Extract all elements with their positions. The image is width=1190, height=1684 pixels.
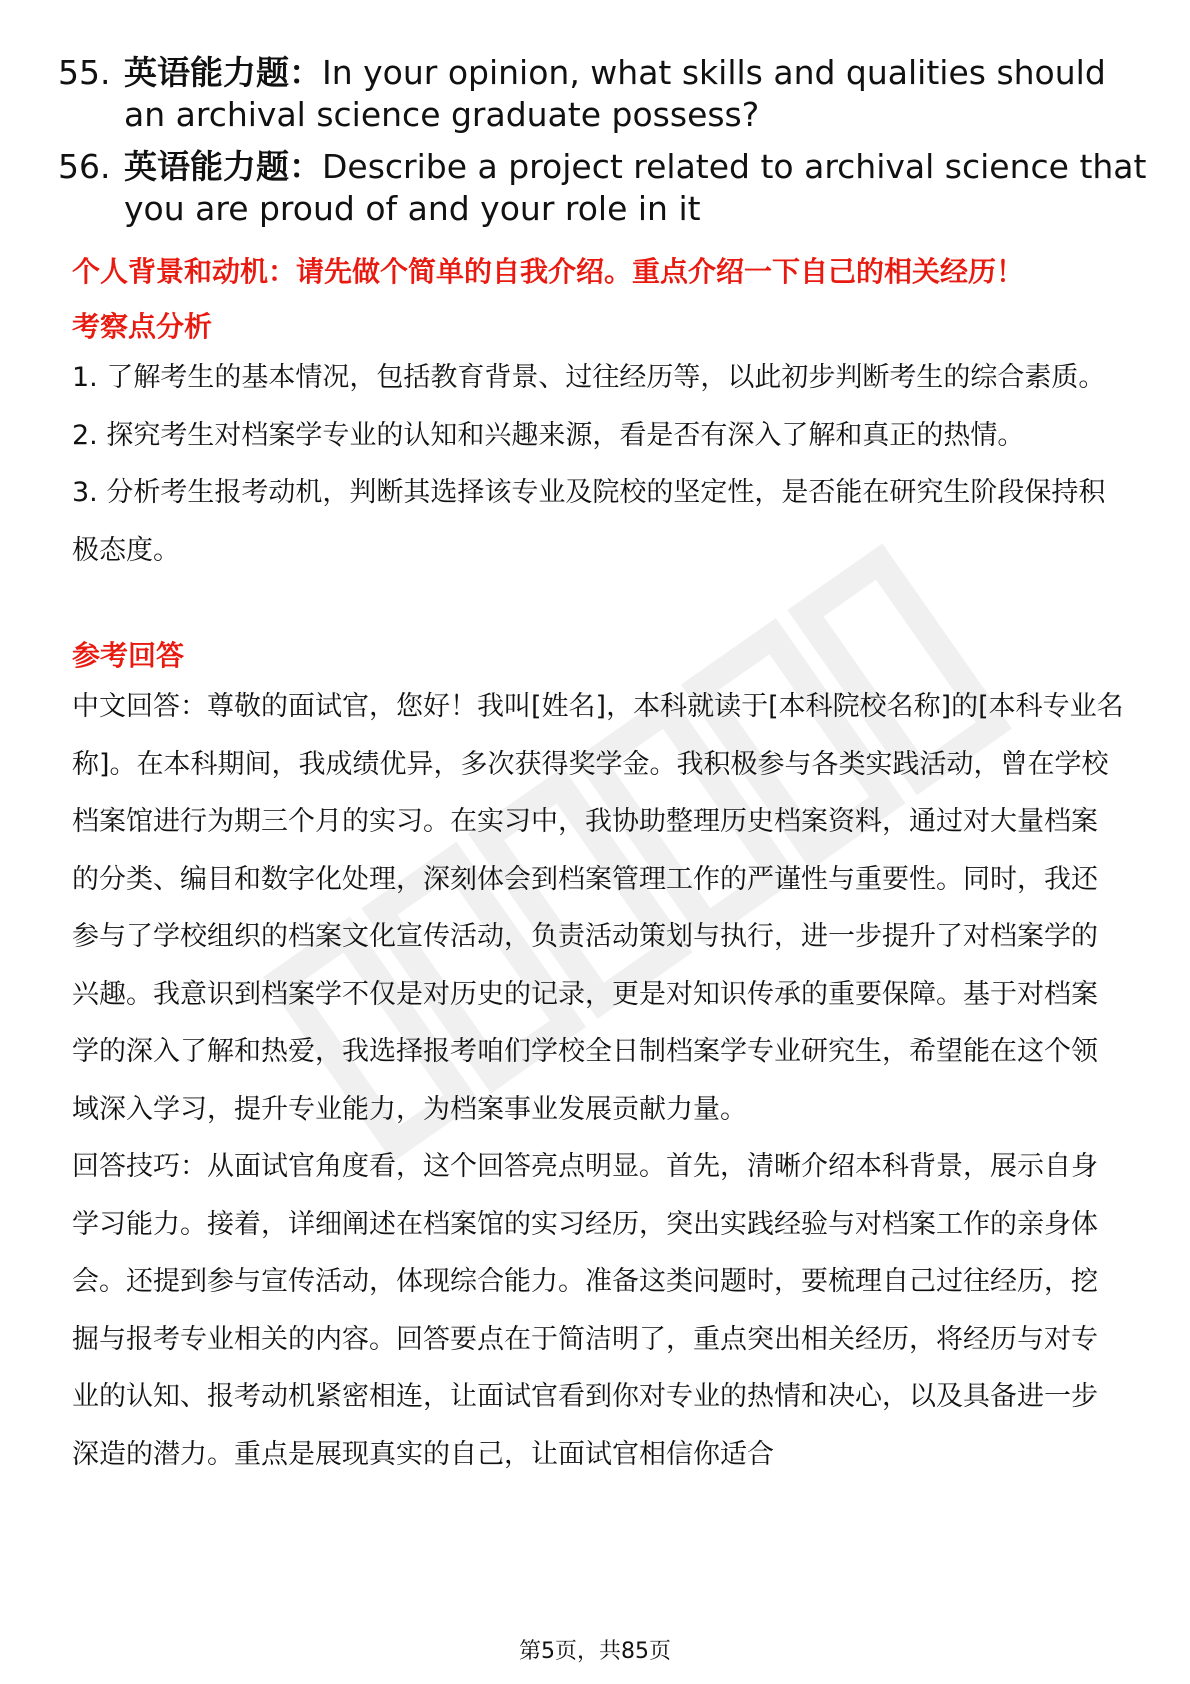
- reference-heading: 参考回答: [72, 639, 185, 672]
- page-footer: 第5页，共85页: [519, 1639, 671, 1664]
- question-55: [58, 52, 1148, 136]
- reference-body: [72, 678, 1124, 1483]
- analysis-point-1: 1. 了解考生的基本情况，包括教育背景、过往经历等，以此初步判断考生的综合素质。: [72, 362, 1106, 393]
- analysis-point-2: 2. 探究考生对档案学专业的认知和兴趣来源，看是否有深入了解和真正的热情。: [72, 419, 1025, 451]
- question-number: 55.: [58, 53, 111, 92]
- answer-tips: 回答技巧：从面试官角度看，这个回答亮点明显。首先，清晰介绍本科背景，展示自身学习能力。接着，详细阐述在档案馆的实习经历，突出实践经验与对档案工作的亲身体会。还提到参与宣传活动，体现综合能力。准备这类问题时，要梳理自己过往经历，挖掘与报考专业相关的内容。回答要点在于简洁明了，重点突出相关经历，将经历与对专业的认知、报考动机紧密相连，让面试官看到你对专业的热情和决心，以及具备进一步深造的潜力。重点是展现真实的自己，让面试官相信你适合: [72, 1151, 1098, 1470]
- reference-answer: 中文回答：尊敬的面试官，您好！我叫[姓名]，本科就读于[本科院校名称]的[本科专业名称]。在本科期间，我成绩优异，多次获得奖学金。我积极参与各类实践活动，曾在学校档案馆进行为期三个月的实习。在实习中，我协助整理历史档案资料，通过对大量档案的分类、编目和数字化处理，深刻体会到档案管理工作的严谨性与重要性。同时，我还参与了学校组织的档案文化宣传活动，负责活动策划与执行，进一步提升了对档案学的兴趣。我意识到档案学不仅是对历史的记录，更是对知识传承的重要保障。基于对档案学的深入了解和热爱，我选择报考咱们学校全日制档案学专业研究生，希望能在这个领域深入学习，提升专业能力，为档案事业发展贡献力量。: [72, 691, 1124, 1125]
- analysis-point-3: 3. 分析考生报考动机，判断其选择该专业及院校的坚定性，是否能在研究生阶段保持积极态度。: [72, 477, 1106, 566]
- analysis-heading: 考察点分析: [72, 310, 213, 343]
- section-title: 个人背景和动机：请先做个简单的自我介绍。重点介绍一下自己的相关经历！: [72, 255, 1025, 288]
- question-number: 56.: [58, 147, 111, 186]
- question-lead: 英语能力题：: [124, 53, 322, 92]
- question-lead: 英语能力题：: [124, 147, 322, 186]
- analysis-points: [72, 349, 1124, 579]
- question-text: Describe a project related to archival science that you are proud of and your role in it: [124, 147, 1147, 228]
- question-text: In your opinion, what skills and qualities should an archival science graduate possess?: [124, 53, 1106, 134]
- question-56: [58, 146, 1148, 230]
